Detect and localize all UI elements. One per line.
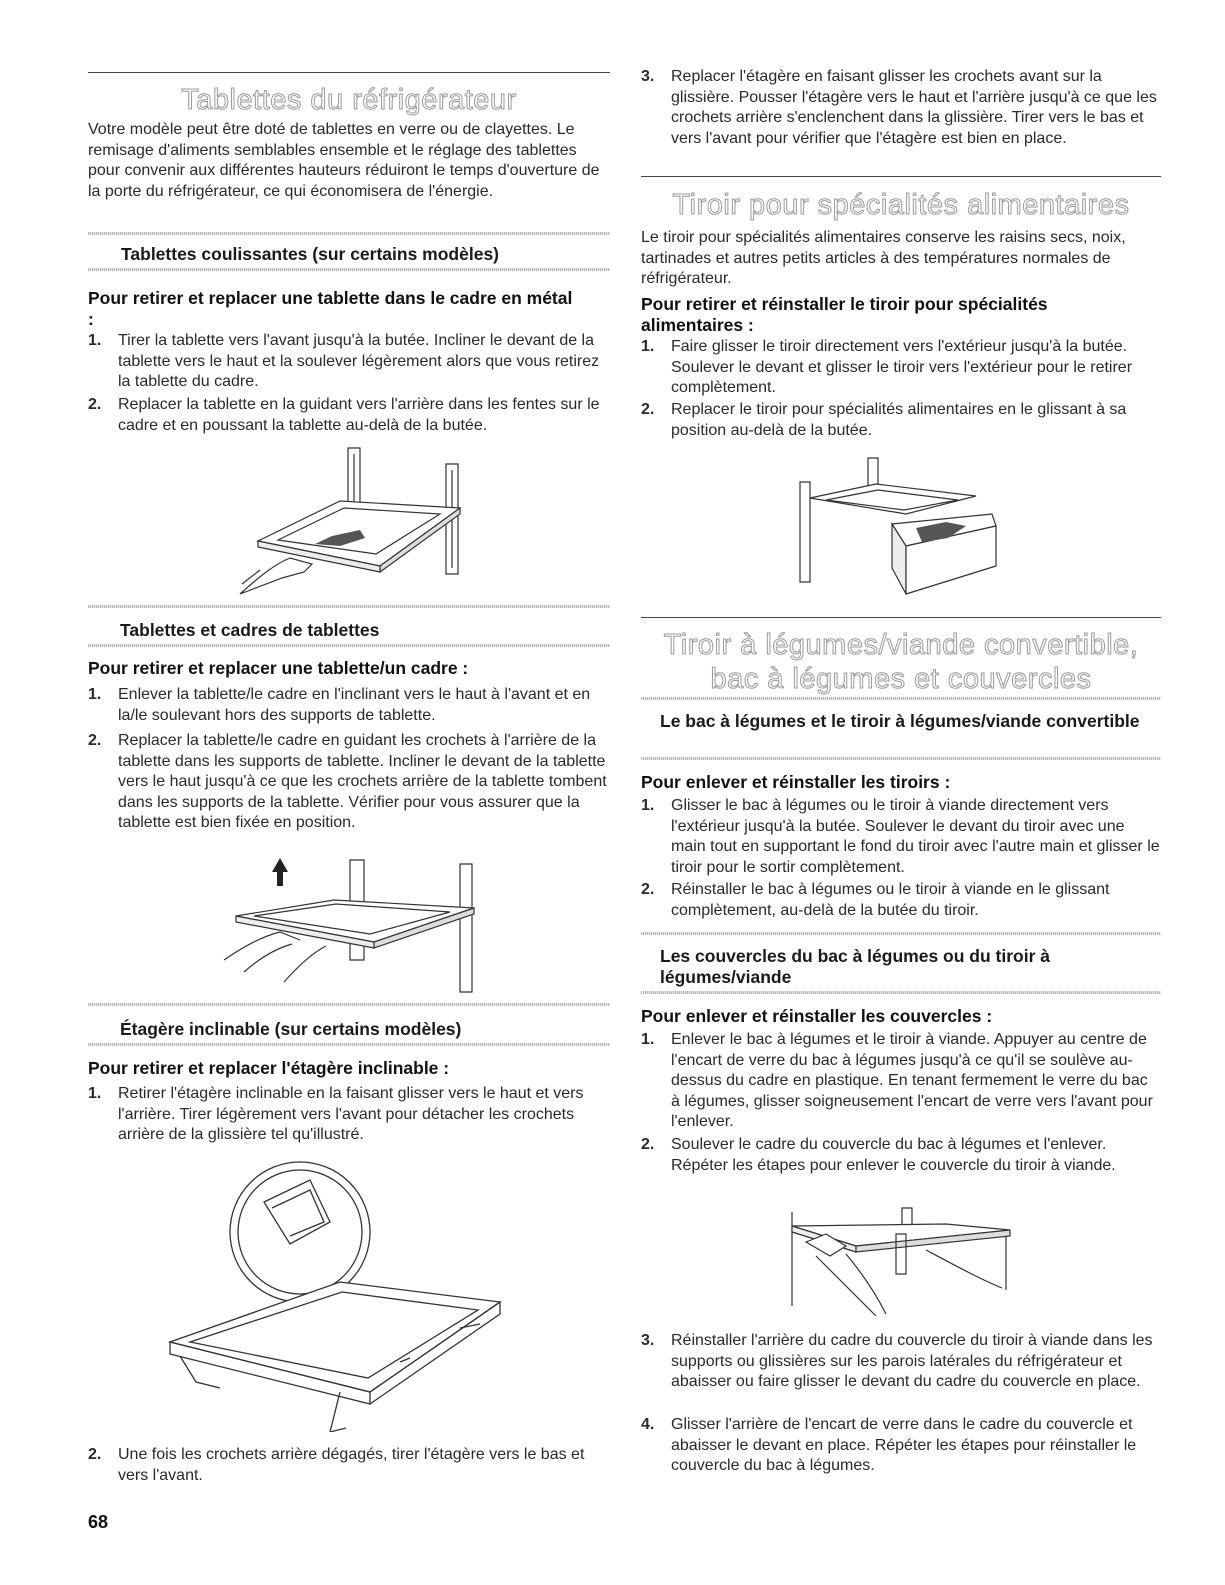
step-text: Une fois les crochets arrière dégagés, tirer l'étagère vers le bas et vers l'avant. (118, 1446, 585, 1484)
section-title-specialty-drawer: Tiroir pour spécialités alimentaires (672, 189, 1130, 221)
step-text: Replacer l'étagère en faisant glisser les crochets avant sur la glissière. Pousser l'étagère vers le haut et l'arrière jusqu'à ce que les crochets arrière s'enclenchent dans la glissière. Tirer vers le bas et vers l'avant pour vérifier que l'étagère est bien en place. (671, 68, 1157, 147)
step-text: Faire glisser le tiroir directement vers l'extérieur jusqu'à la butée. Soulever le devant et glisser le tiroir vers l'extérieur pour le retirer complètement. (671, 338, 1133, 396)
step-text: Replacer la tablette en la guidant vers l'arrière dans les fentes sur le cadre et en poussant la tablette au-delà de la butée. (118, 396, 600, 434)
procedure-heading: Pour retirer et replacer une tablette/un cadre : (88, 658, 469, 678)
section-title-line: bac à légumes et couvercles (710, 663, 1092, 695)
top-rule-right (641, 617, 1161, 618)
band-bottom (88, 644, 610, 647)
procedure-heading: Pour enlever et réinstaller les tiroirs : (641, 772, 951, 792)
step-text: Enlever le bac à légumes et le tiroir à viande. Appuyer au centre de l'encart de verre du bac à légumes jusqu'à ce qu'il se soulève au-dessus du cadre en plastique. En tenant fermement le verre du bac à légumes, glisser soigneusement l'encart de verre vers l'avant pour l'enlever. (671, 1031, 1153, 1130)
step-number: 1. (641, 338, 655, 355)
specialty-drawer-illustration (796, 456, 1006, 596)
step-item (88, 395, 608, 436)
band-top (88, 1003, 610, 1006)
step-text: Replacer le tiroir pour spécialités alimentaires en le glissant à sa position au-delà de la butée. (671, 401, 1127, 439)
top-rule-left (88, 72, 610, 73)
band-top (88, 605, 610, 608)
specialty-drawer-paragraph: Le tiroir pour spécialités alimentaires conserve les raisins secs, noix, tartinades et autres petits articles à des températures normales de réfrigérateur. (641, 229, 1126, 287)
step-item (88, 331, 608, 393)
step-text: Enlever la tablette/le cadre en l'inclinant vers le haut à l'avant et en la/le soulevant hors des supports de tablette. (118, 686, 591, 724)
section-title-line: Tiroir à légumes/viande convertible, (663, 629, 1139, 661)
step-text: Réinstaller le bac à légumes ou le tiroir à viande en le glissant complètement, au-delà de la butée du tiroir. (671, 881, 1110, 919)
section-title-crisper (641, 628, 1161, 696)
page-number: 68 (88, 1512, 109, 1532)
section-title-shelves: Tablettes du réfrigérateur (181, 84, 517, 116)
step-number: 2. (88, 396, 102, 413)
procedure-heading: Pour retirer et réinstaller le tiroir pour spécialités alimentaires : (641, 294, 1048, 335)
step-number: 2. (641, 881, 655, 898)
step-item (641, 1415, 1161, 1477)
sliding-shelf-illustration (220, 446, 480, 596)
subheading-sliding-shelves: Tablettes coulissantes (sur certains modèles) (121, 244, 500, 264)
step-text: Glisser l'arrière de l'encart de verre dans le cadre du couvercle et abaisser le devant en place. Répéter les étapes pour réinstaller le couvercle du bac à légumes. (671, 1416, 1137, 1474)
step-text: Réinstaller l'arrière du cadre du couvercle du tiroir à viande dans les supports ou glissières sur les parois latérales du réfrigérateur et abaisser ou faire glisser le devant du cadre du couvercle en place. (671, 1332, 1153, 1390)
step-text: Retirer l'étagère inclinable en la faisant glisser vers le haut et vers l'arrière. Tirer légèrement vers l'avant pour détacher les crochets arrière de la glissière tel qu'illustré. (118, 1085, 584, 1143)
band-bottom (641, 757, 1161, 760)
step-item (641, 337, 1161, 399)
step-item (88, 1084, 608, 1146)
step-number: 1. (88, 686, 102, 703)
step-number: 2. (88, 732, 102, 749)
band-bottom (88, 1043, 610, 1046)
step-item (641, 880, 1161, 921)
step-text: Replacer la tablette/le cadre en guidant les crochets à l'arrière de la tablette dans les supports de tablette. Incliner le devant de la tablette vers le haut jusqu'à ce que les crochets arrière de la tablette tombent dans les supports de la tablette. Vérifier pour vous assurer que la tablette est bien fixée en position. (118, 732, 607, 831)
tilt-shelf-illustration (160, 1152, 520, 1432)
procedure-heading: Pour enlever et réinstaller les couvercles : (641, 1006, 993, 1026)
step-item (641, 1331, 1161, 1393)
step-text: Soulever le cadre du couvercle du bac à légumes et l'enlever. Répéter les étapes pour enlever le couvercle du tiroir à viande. (671, 1136, 1116, 1174)
band-bottom (641, 991, 1161, 994)
procedure-heading: Pour retirer et replacer l'étagère inclinable : (88, 1058, 450, 1078)
subheading-crisper-drawers: Le bac à légumes et le tiroir à légumes/viande convertible (660, 711, 1140, 731)
step-item (641, 400, 1161, 441)
step-text: Tirer la tablette vers l'avant jusqu'à la butée. Incliner le devant de la tablette vers le haut et la soulever légèrement alors que vous retirez la tablette du cadre. (118, 332, 600, 390)
subheading-shelves-frames: Tablettes et cadres de tablettes (120, 620, 380, 640)
band-top (641, 697, 1161, 700)
step-item (88, 731, 608, 834)
step-text: Glisser le bac à légumes ou le tiroir à viande directement vers l'extérieur jusqu'à la butée. Soulever le devant du tiroir avec une main tout en supportant le fond du tiroir avec l'autre main et glisser le tiroir pour le sortir complètement. (671, 797, 1160, 876)
shelf-frame-illustration (214, 856, 494, 996)
subheading-crisper-covers: Les couvercles du bac à légumes ou du tiroir à légumes/viande (660, 946, 1050, 987)
step-item (88, 1445, 608, 1486)
procedure-heading: Pour retirer et replacer une tablette dans le cadre en métal : (88, 288, 573, 329)
step-number: 3. (641, 68, 655, 85)
band-bottom (88, 268, 610, 271)
intro-paragraph: Votre modèle peut être doté de tablettes en verre ou de clayettes. Le remisage d'aliments semblables ensemble et le réglage des tablettes pour convenir aux différentes hauteurs réduiront le temps d'ouverture de la porte du réfrigérateur, ce qui économisera de l'énergie. (88, 121, 600, 200)
top-rule-right (641, 176, 1161, 177)
step-number: 4. (641, 1416, 655, 1433)
step-item (641, 1135, 1161, 1176)
step-number: 3. (641, 1332, 655, 1349)
step-number: 1. (641, 797, 655, 814)
step-number: 2. (641, 401, 655, 418)
step-item (641, 1030, 1161, 1133)
step-number: 1. (88, 1085, 102, 1102)
step-number: 2. (641, 1136, 655, 1153)
band-top (641, 932, 1161, 935)
step-number: 1. (641, 1031, 655, 1048)
crisper-cover-illustration (786, 1206, 1016, 1316)
step-item (88, 685, 608, 726)
step-number: 1. (88, 332, 102, 349)
step-item (641, 796, 1161, 878)
step-number: 2. (88, 1446, 102, 1463)
subheading-tilt-shelf: Étagère inclinable (sur certains modèles) (120, 1019, 462, 1039)
band-top (88, 232, 610, 235)
step-item (641, 67, 1161, 149)
